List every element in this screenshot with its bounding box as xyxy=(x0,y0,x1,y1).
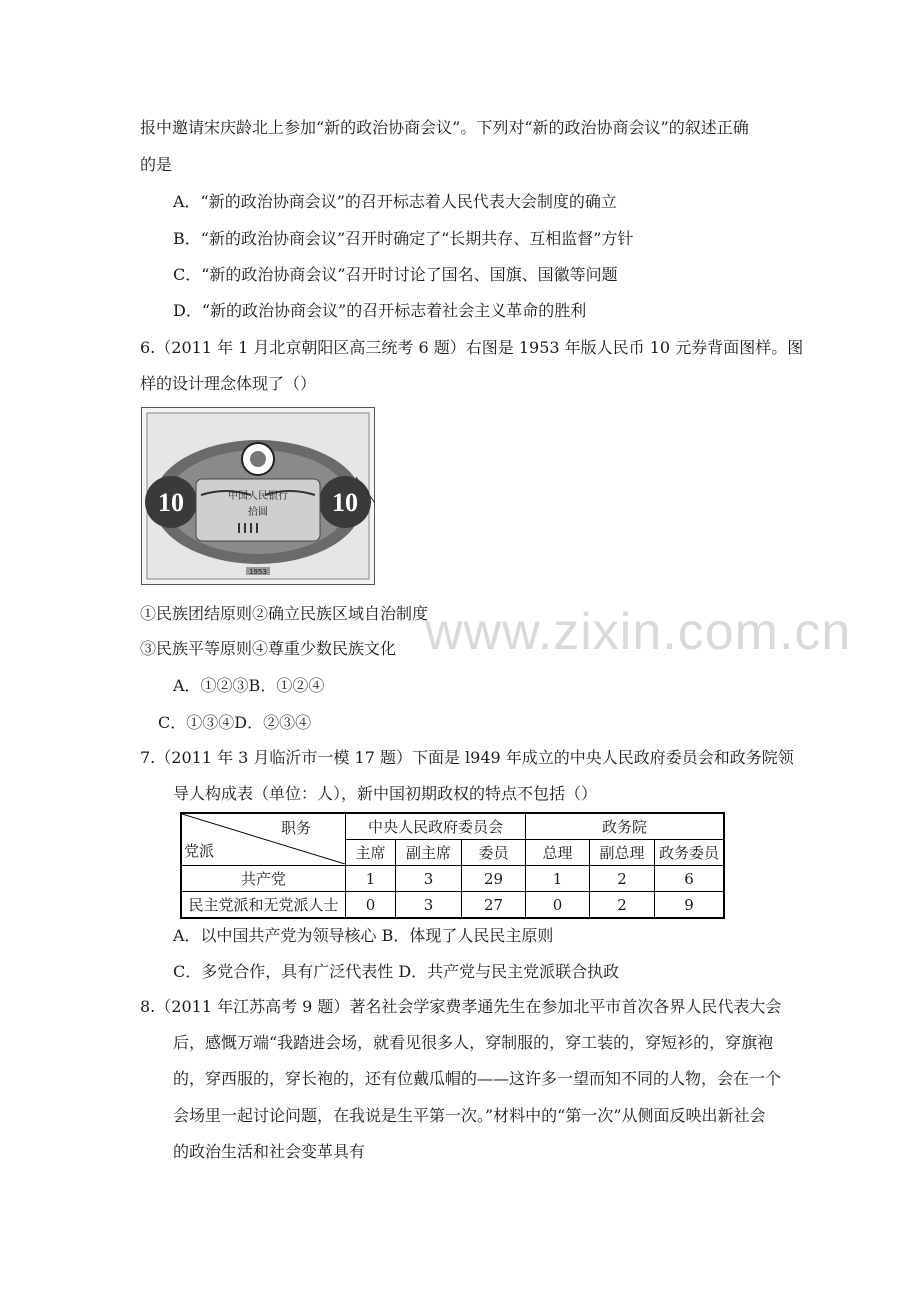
q6-statement-line1: ①民族团结原则②确立民族区域自治制度 xyxy=(140,604,429,623)
table-corner-bottom-label: 党派 xyxy=(184,842,215,860)
q7-options-ab: A．以中国共产党为领导核心 B．体现了人民民主原则 xyxy=(173,926,554,945)
table-party-cell: 民主党派和无党派人士 xyxy=(181,892,346,919)
table-party-cell: 共产党 xyxy=(181,866,346,892)
q5-stem-line1: 报中邀请宋庆龄北上参加“新的政治协商会议”。下列对“新的政治协商会议”的叙述正确 xyxy=(140,118,749,137)
q6-stem-line2: 样的设计理念体现了（） xyxy=(140,374,317,393)
table-cell: 27 xyxy=(462,892,526,919)
banknote-illustration xyxy=(141,407,375,585)
q5-option-a: A．“新的政治协商会议”的召开标志着人民代表大会制度的确立 xyxy=(173,192,617,211)
q5-stem-line2: 的是 xyxy=(140,155,173,174)
table-group-header: 中央人民政府委员会 xyxy=(346,813,526,840)
table-corner-top-label: 职务 xyxy=(280,819,311,837)
table-cell: 3 xyxy=(396,892,462,919)
table-subheader: 总理 xyxy=(526,840,590,866)
q8-stem-line4: 会场里一起讨论问题，在我说是生平第一次。”材料中的“第一次”从侧面反映出新社会 xyxy=(173,1106,766,1125)
q7-stem-line1: 7.（2011 年 3 月临沂市一模 17 题）下面是 l949 年成立的中央人民政府委员会和政务院领 xyxy=(140,748,794,767)
table-cell: 0 xyxy=(526,892,590,919)
table-row xyxy=(181,892,724,919)
table-cell: 9 xyxy=(655,892,725,919)
q5-option-d: D．“新的政治协商会议”的召开标志着社会主义革命的胜利 xyxy=(173,301,587,320)
q8-stem-line3: 的，穿西服的，穿长袍的，还有位戴瓜帽的——这许多一望而知不同的人物，会在一个 xyxy=(173,1069,782,1088)
table-group-header: 政务院 xyxy=(526,813,725,840)
q8-stem-line2: 后，感慨万端“我踏进会场，就看见很多人，穿制服的，穿工装的，穿短衫的，穿旗袍 xyxy=(173,1033,774,1052)
leaders-table xyxy=(180,812,725,919)
q8-stem-line5: 的政治生活和社会变革具有 xyxy=(173,1142,366,1161)
table-row xyxy=(181,866,724,892)
table-cell: 6 xyxy=(655,866,725,892)
banknote-year: 1953 xyxy=(249,568,267,576)
q5-option-c: C．“新的政治协商会议”召开时讨论了国名、国旗、国徽等问题 xyxy=(173,265,618,284)
q7-options-cd: C．多党合作，具有广泛代表性 D．共产党与民主党派联合执政 xyxy=(173,962,620,981)
table-cell: 29 xyxy=(462,866,526,892)
table-cell: 2 xyxy=(590,892,655,919)
table-cell: 3 xyxy=(396,866,462,892)
q5-option-b: B．“新的政治协商会议”召开时确定了“长期共存、互相监督”方针 xyxy=(173,229,634,248)
banknote-bank-name: 中国人民银行 xyxy=(228,491,288,502)
table-subheader: 副主席 xyxy=(396,840,462,866)
table-cell: 2 xyxy=(590,866,655,892)
banknote-value-text: 拾圆 xyxy=(248,507,268,518)
table-cell: 1 xyxy=(526,866,590,892)
q6-options-ab: A．①②③B．①②④ xyxy=(173,676,325,695)
banknote-image xyxy=(141,407,375,585)
banknote-denomination-right: 10 xyxy=(332,488,358,517)
q8-stem-line1: 8.（2011 年江苏高考 9 题）著名社会学家费孝通先生在参加北平市首次各界人民代表大会 xyxy=(140,997,782,1016)
table-subheader: 主席 xyxy=(346,840,396,866)
banknote-denomination-left: 10 xyxy=(158,488,184,517)
q7-stem-line2: 导人构成表（单位：人），新中国初期政权的特点不包括（） xyxy=(173,784,598,803)
table-subheader: 委员 xyxy=(462,840,526,866)
q6-statement-line2: ③民族平等原则④尊重少数民族文化 xyxy=(140,639,397,658)
table-cell: 1 xyxy=(346,866,396,892)
table-subheader: 政务委员 xyxy=(655,840,725,866)
q6-options-cd: C．①③④D．②③④ xyxy=(158,713,312,732)
table-subheader: 副总理 xyxy=(590,840,655,866)
table-cell: 0 xyxy=(346,892,396,919)
q6-stem-line1: 6.（2011 年 1 月北京朝阳区高三统考 6 题）右图是 1953 年版人民币 10 元券背面图样。图 xyxy=(140,338,804,357)
table-corner-cell xyxy=(181,813,346,866)
watermark: www.zixin.com.cn xyxy=(425,603,852,661)
